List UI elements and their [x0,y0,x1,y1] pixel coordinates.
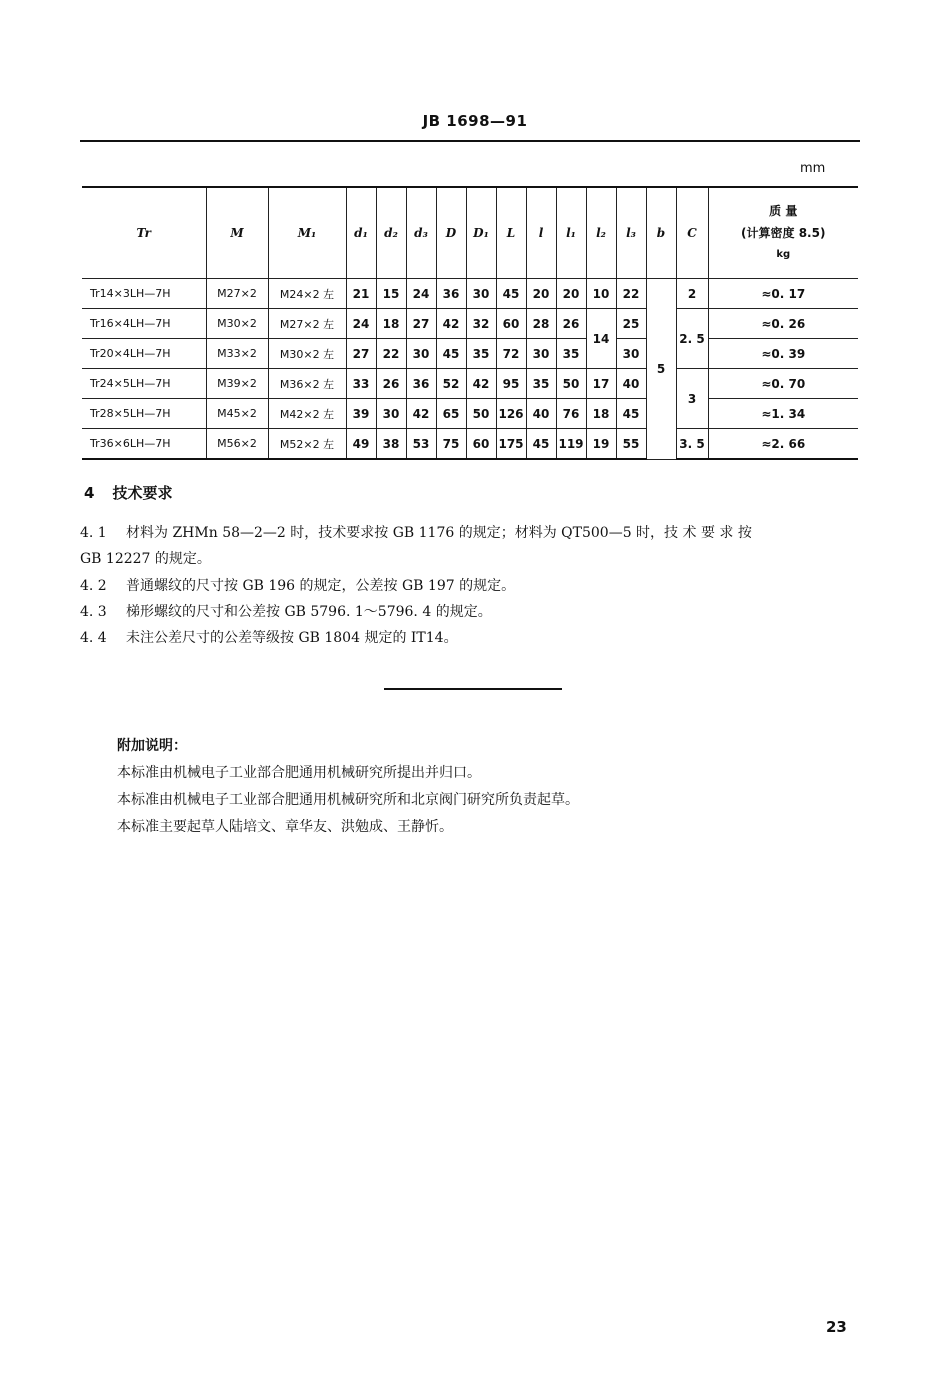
cell-l3: 30 [616,339,646,369]
cell-mass: ≈2. 66 [708,429,858,460]
cell-D: 36 [436,279,466,309]
cell-l2: 17 [586,369,616,399]
additional-note-line: 本标准由机械电子工业部合肥通用机械研究所提出并归口。 [117,765,481,781]
cell-l: 28 [526,309,556,339]
requirement-number: 4. 1 [80,525,107,541]
additional-notes-title: 附加说明： [117,738,187,754]
table-row [82,369,858,399]
table-row [82,339,858,369]
cell-m: M45×2 [206,399,268,429]
cell-d1: 24 [346,309,376,339]
requirement-item [80,625,870,651]
cell-D: 65 [436,399,466,429]
table-row [82,429,858,460]
cell-c: 2 [676,279,708,309]
mass-header-unit: kg [776,249,791,260]
cell-d3: 30 [406,339,436,369]
section-heading [84,482,172,503]
cell-l1: 35 [556,339,586,369]
cell-D1: 60 [466,429,496,460]
cell-l1: 20 [556,279,586,309]
cell-m: M39×2 [206,369,268,399]
col-header-mass [708,187,858,279]
col-header-l: l [526,187,556,279]
cell-tr: Tr24×5LH—7H [82,369,206,399]
cell-m: M56×2 [206,429,268,460]
requirement-number: 4. 2 [80,578,107,594]
col-header-d1: d₁ [346,187,376,279]
cell-d3: 24 [406,279,436,309]
cell-l: 30 [526,339,556,369]
cell-l: 35 [526,369,556,399]
cell-b-merged: 5 [646,279,676,460]
cell-c-merged: 2. 5 [676,309,708,369]
col-header-C: C [676,187,708,279]
cell-d3: 42 [406,399,436,429]
cell-c-merged: 3 [676,369,708,429]
requirement-item [80,573,870,599]
cell-d2: 30 [376,399,406,429]
requirement-text: 梯形螺纹的尺寸和公差按 GB 5796. 1～5796. 4 的规定。 [126,604,492,620]
cell-d1: 39 [346,399,376,429]
requirement-text: 材料为 ZHMn 58—2—2 时，技术要求按 GB 1176 的规定；材料为 QT500—5 时，技 术 要 求 按 [126,525,752,541]
col-header-l3: l₃ [616,187,646,279]
requirement-text-continued: GB 12227 的规定。 [80,551,211,567]
header-rule [80,140,860,142]
col-header-m: M [206,187,268,279]
cell-l2: 19 [586,429,616,460]
cell-m: M33×2 [206,339,268,369]
cell-l2: 10 [586,279,616,309]
mass-header-density: (计算密度 8.5) [741,226,826,240]
col-header-b: b [646,187,676,279]
cell-l: 20 [526,279,556,309]
cell-tr: Tr16×4LH—7H [82,309,206,339]
col-header-L: L [496,187,526,279]
mass-header-title: 质 量 [769,204,798,218]
col-header-d3: d₃ [406,187,436,279]
col-header-d2: d₂ [376,187,406,279]
cell-D1: 42 [466,369,496,399]
cell-l3: 55 [616,429,646,460]
cell-mass: ≈0. 70 [708,369,858,399]
cell-m1: M24×2 左 [268,279,346,309]
cell-l3: 45 [616,399,646,429]
cell-d2: 38 [376,429,406,460]
cell-d1: 33 [346,369,376,399]
cell-L: 95 [496,369,526,399]
cell-m1: M27×2 左 [268,309,346,339]
cell-d2: 26 [376,369,406,399]
cell-l1: 50 [556,369,586,399]
additional-note-line: 本标准由机械电子工业部合肥通用机械研究所和北京阀门研究所负责起草。 [117,792,579,808]
cell-l3: 25 [616,309,646,339]
col-header-D1: D₁ [466,187,496,279]
cell-mass: ≈0. 26 [708,309,858,339]
cell-l: 45 [526,429,556,460]
cell-m: M30×2 [206,309,268,339]
cell-D: 45 [436,339,466,369]
cell-tr: Tr36×6LH—7H [82,429,206,460]
cell-D1: 32 [466,309,496,339]
section-divider [384,688,562,690]
cell-tr: Tr14×3LH—7H [82,279,206,309]
unit-label: mm [800,161,826,176]
table-row [82,309,858,339]
cell-m1: M36×2 左 [268,369,346,399]
cell-m1: M42×2 左 [268,399,346,429]
table-row [82,399,858,429]
cell-d2: 15 [376,279,406,309]
dimension-table [82,186,858,460]
cell-c: 3. 5 [676,429,708,460]
cell-D1: 30 [466,279,496,309]
section-title: 技术要求 [112,484,173,502]
cell-D: 52 [436,369,466,399]
additional-note-line: 本标准主要起草人陆培文、章华友、洪勉成、王静忻。 [117,819,453,835]
cell-tr: Tr28×5LH—7H [82,399,206,429]
cell-tr: Tr20×4LH—7H [82,339,206,369]
cell-d1: 21 [346,279,376,309]
cell-L: 175 [496,429,526,460]
cell-d1: 49 [346,429,376,460]
cell-L: 72 [496,339,526,369]
col-header-D: D [436,187,466,279]
cell-l1: 76 [556,399,586,429]
cell-m1: M52×2 左 [268,429,346,460]
requirement-text: 普通螺纹的尺寸按 GB 196 的规定，公差按 GB 197 的规定。 [126,578,516,594]
cell-l3: 22 [616,279,646,309]
page-number: 23 [826,1318,847,1336]
requirement-text: 未注公差尺寸的公差等级按 GB 1804 规定的 IT14。 [126,630,458,646]
requirement-item [80,599,870,625]
table-row [82,279,858,309]
cell-D1: 50 [466,399,496,429]
cell-l2: 18 [586,399,616,429]
cell-l1: 26 [556,309,586,339]
col-header-l2: l₂ [586,187,616,279]
cell-d2: 22 [376,339,406,369]
requirement-item [80,520,870,572]
col-header-tr: Tr [82,187,206,279]
cell-L: 126 [496,399,526,429]
requirement-number: 4. 3 [80,604,107,620]
cell-m1: M30×2 左 [268,339,346,369]
requirement-number: 4. 4 [80,630,107,646]
cell-m: M27×2 [206,279,268,309]
cell-L: 45 [496,279,526,309]
document-code: JB 1698—91 [422,112,528,130]
cell-d3: 36 [406,369,436,399]
cell-l1: 119 [556,429,586,460]
cell-l2-merged: 14 [586,309,616,369]
cell-d3: 27 [406,309,436,339]
cell-mass: ≈0. 17 [708,279,858,309]
cell-l3: 40 [616,369,646,399]
cell-L: 60 [496,309,526,339]
col-header-l1: l₁ [556,187,586,279]
cell-mass: ≈0. 39 [708,339,858,369]
cell-D: 42 [436,309,466,339]
cell-d1: 27 [346,339,376,369]
cell-l: 40 [526,399,556,429]
cell-D: 75 [436,429,466,460]
col-header-m1: M₁ [268,187,346,279]
cell-mass: ≈1. 34 [708,399,858,429]
cell-d3: 53 [406,429,436,460]
cell-D1: 35 [466,339,496,369]
section-number: 4 [84,484,95,502]
cell-d2: 18 [376,309,406,339]
